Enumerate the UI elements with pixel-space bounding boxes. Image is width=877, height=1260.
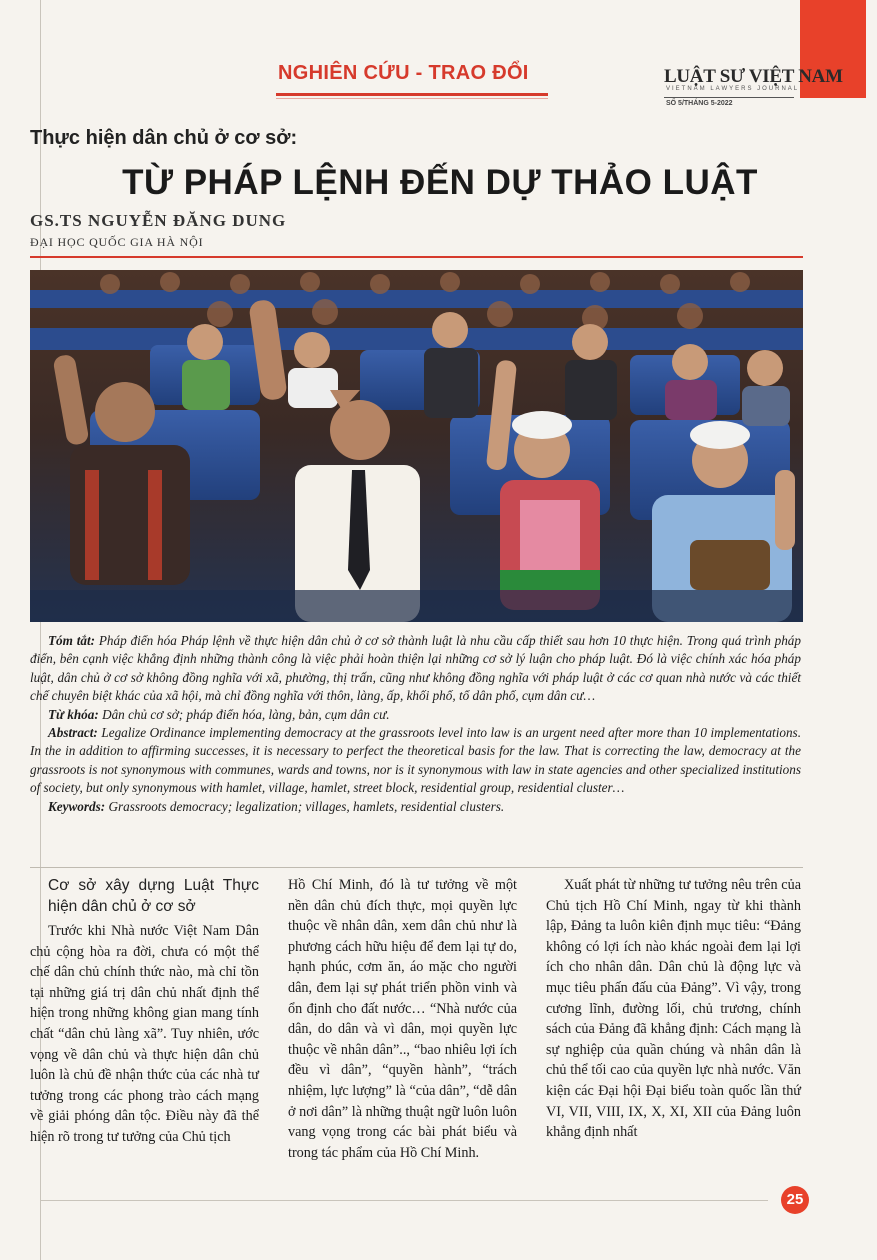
author-affiliation: ĐẠI HỌC QUỐC GIA HÀ NỘI (30, 235, 204, 249)
tukhoa-label: Từ khóa: (48, 706, 99, 722)
keywords-label: Keywords: (48, 798, 106, 814)
tomtat-paragraph (30, 632, 801, 706)
body-column-2 (288, 875, 517, 1163)
column-3-text: Xuất phát từ những tư tưởng nêu trên của Chủ tịch Hồ Chí Minh, ngay từ khi thành lập, Đảng ta luôn kiên định mục tiêu: “Đảng không có lợi ích nào khác ngoài đem lại lợi ích cho nhân dân. Dân chủ là động lực và mục tiêu phấn đấu của Đảng”. Vì vậy, trong cương lĩnh, đường lối, chủ trương, chính sách của Đảng đã khẳng định: Cách mạng là sự nghiệp của quần chúng và nhân dân là chủ thể tối cao của quyền lực nhà nước. Văn kiện các Đại hội Đại biểu toàn quốc lần thứ VI, VII, VIII, IX, X, XI, XII của Đảng luôn khẳng định nhất (546, 877, 801, 1141)
section-underline (276, 93, 548, 96)
abstract-block (30, 632, 801, 816)
article-author: GS.TS NGUYỄN ĐĂNG DUNG (30, 211, 287, 230)
body-column-1 (30, 875, 259, 1148)
tukhoa-paragraph (30, 706, 801, 724)
abstract-text: Legalize Ordinance implementing democracy at the grassroots level into law is an urgent need after more than 10 implementations. In the in addition to affirming successes, it is necessary to perfect the theoretical basis for the law. That is correcting the law, democracy at the grassroots is not synonymous with communes, wards and towns, nor is it synonymous with law in state agencies and other specialized institutions of society, but only synonymous with hamlet, village, hamlet, street block, residential group, residential cluster… (30, 725, 801, 796)
column-2-text: Hồ Chí Minh, đó là tư tưởng về một nền dân chủ đích thực, mọi quyền lực thuộc về nhân dân, xem dân chủ như là phương cách hữu hiệu để đem lại tự do, hạnh phúc, cơm ăn, áo mặc cho người dân, đem lại sự phát triển phồn vinh và ổn định cho đất nước… “Nhà nước của dân, do dân và vì dân, mọi quyền lực thuộc về nhân dân”.., “bao nhiêu lợi ích đều vì dân”, “quyền hành”, “trách nhiệm, lực lượng” là “của dân”, “dễ dân ở nơi dân” là những thuật ngữ luôn luôn vang vọng trong các bài phát biểu và trong tác phẩm của Hồ Chí Minh. (288, 877, 517, 1161)
body-column-3 (546, 875, 801, 1143)
column-1-text: Trước khi Nhà nước Việt Nam Dân chủ cộng hòa ra đời, chưa có một thể chế dân chủ chính thức nào, mà chỉ tồn tại những giá trị dân chủ nhất định thể hiện trong những không gian mang tính chất “dân chủ làng xã”. Tuy nhiên, ước vọng về dân chủ và thực hiện dân chủ luôn là chủ đề nhận thức của các nhà tư tưởng trong các phong trào cách mạng về giải phóng dân tộc. Điều này đã thể hiện rõ trong tư tưởng của Chủ tịch (30, 923, 259, 1145)
abstract-label: Abstract: (48, 725, 98, 741)
section-subheading: Cơ sở xây dựng Luật Thực hiện dân chủ ở cơ sở (48, 877, 259, 915)
tomtat-text: Pháp điển hóa Pháp lệnh về thực hiện dân chủ ở cơ sở thành luật là nhu cầu cấp thiết sau hơn 10 thực hiện. Trong quá trình pháp điển, bên cạnh việc khẳng định những thành công là việc phải hoàn thiện lại những cơ sở lý luận cho pháp luật. Đó là việc chính xác hóa pháp luật, dân chủ ở cơ sở không đồng nghĩa với xã, phường, thị trấn, cũng như không đồng nghĩa với pháp luật ở các cơ quan nhà nước và các thiết chế chuyên biệt khác của xã hội, mà chỉ đồng nghĩa với thôn, làng, ấp, khối phố, tổ dân phố, cụm dân cư… (30, 633, 801, 704)
tomtat-label: Tóm tắt: (48, 633, 96, 648)
tukhoa-text: Dân chủ cơ sở; pháp điển hóa, làng, bản, cụm dân cư. (98, 706, 390, 722)
journal-brand: LUẬT SƯ VIỆT NAM (664, 66, 843, 87)
keywords-text: Grassroots democracy; legalization; villages, hamlets, residential clusters. (105, 798, 505, 814)
section-label: NGHIÊN CỨU - TRAO ĐỔI (278, 62, 529, 84)
section-underline-thin (276, 98, 548, 99)
journal-brand-sub: VIETNAM LAWYERS JOURNAL (666, 86, 800, 92)
abstract-divider (30, 867, 803, 868)
issue-number: SỐ 5/THÁNG 5-2022 (666, 100, 733, 107)
issue-rule (664, 97, 794, 98)
abstract-paragraph (30, 724, 801, 798)
footer-rule (40, 1200, 768, 1201)
title-divider (30, 256, 803, 258)
page-number-badge: 25 (781, 1186, 809, 1214)
article-kicker: Thực hiện dân chủ ở cơ sở: (30, 127, 298, 149)
keywords-paragraph (30, 798, 801, 816)
article-title: TỪ PHÁP LỆNH ĐẾN DỰ THẢO LUẬT (122, 163, 758, 202)
assembly-voting-photo (30, 270, 803, 622)
